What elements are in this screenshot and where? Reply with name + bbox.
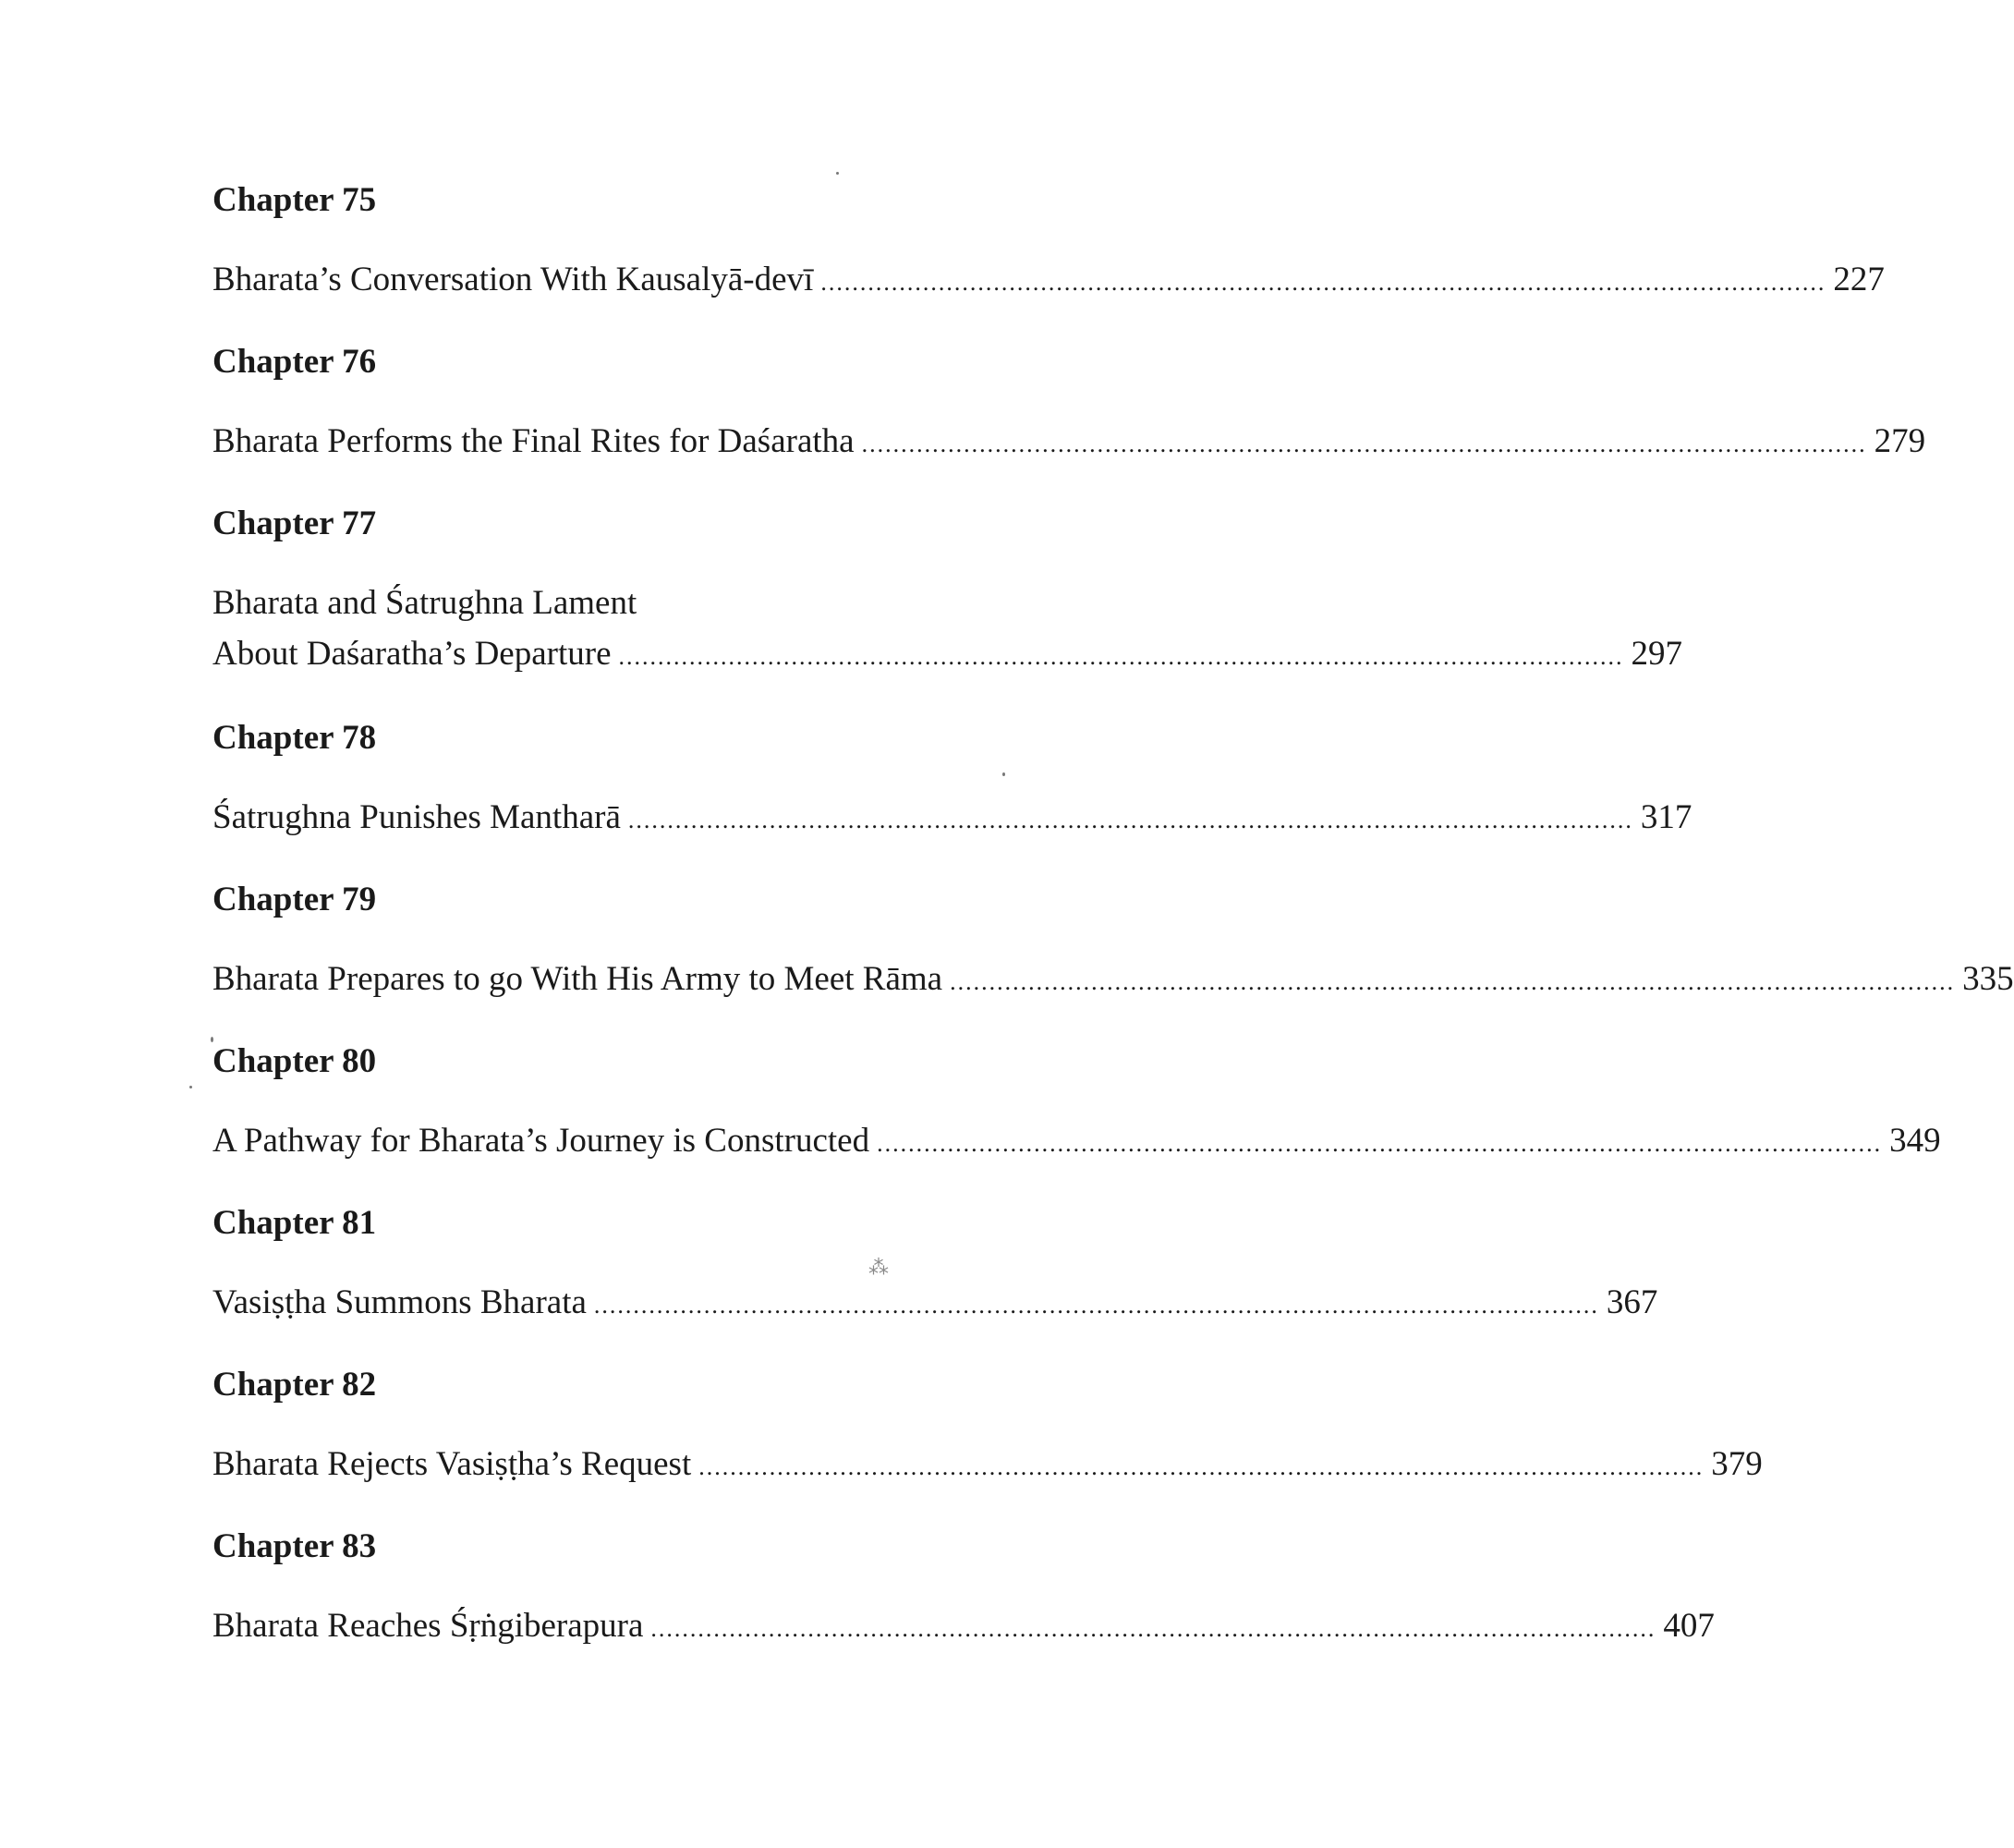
toc-entry[interactable] [212, 1121, 1941, 1164]
dot-leader: ................................................................................................................................ [650, 1615, 1656, 1642]
toc-entry[interactable] [212, 1606, 1715, 1649]
entry-title[interactable]: About Daśaratha’s Departure [212, 635, 612, 673]
entry-page-number: 227 [1833, 261, 1885, 298]
toc-chapter-79 [212, 880, 2014, 1041]
chapter-heading: Chapter 76 [212, 343, 377, 381]
entry-page-number: 279 [1874, 422, 1926, 460]
entry-page-number: 335 [1962, 960, 2014, 998]
toc-entry[interactable] [212, 797, 1692, 841]
toc-chapter-78 [212, 718, 1692, 880]
chapter-heading: Chapter 79 [212, 881, 377, 918]
toc-entry[interactable] [212, 959, 2014, 1003]
entry-title[interactable]: Śatrughna Punishes Mantharā [212, 798, 621, 836]
entry-page-number: 407 [1663, 1607, 1715, 1645]
scan-speck [836, 172, 839, 175]
toc-chapter-76 [212, 342, 1926, 504]
toc-chapter-81 [212, 1203, 1658, 1365]
entry-title-line-1[interactable]: Bharata and Śatrughna Lament [212, 584, 637, 622]
scan-speck [189, 1086, 192, 1088]
chapter-heading: Chapter 81 [212, 1204, 377, 1242]
dot-leader: ................................................................................................................................ [698, 1453, 1705, 1480]
dot-leader: ................................................................................................................................ [861, 431, 1867, 457]
toc-entry[interactable] [212, 1444, 1763, 1488]
chapter-heading: Chapter 77 [212, 505, 377, 542]
toc-entry[interactable] [212, 583, 1682, 677]
dot-leader: ................................................................................................................................ [950, 968, 1956, 995]
entry-title[interactable]: Vasiṣṭha Summons Bharata [212, 1283, 587, 1321]
chapter-heading: Chapter 80 [212, 1042, 377, 1080]
entry-title[interactable]: Bharata Prepares to go With His Army to Meet Rāma [212, 960, 943, 998]
entry-title[interactable]: Bharata Rejects Vasiṣṭha’s Request [212, 1445, 692, 1483]
entry-page-number: 297 [1631, 635, 1682, 673]
entry-title[interactable]: Bharata Reaches Śṛṅgiberapura [212, 1607, 644, 1645]
chapter-heading: Chapter 75 [212, 181, 377, 219]
chapter-heading: Chapter 83 [212, 1527, 377, 1565]
toc-entry[interactable] [212, 260, 1885, 303]
dot-leader: ................................................................................................................................ [877, 1130, 1883, 1157]
toc-entry[interactable] [212, 421, 1926, 465]
scan-smudge: ⁂ [868, 1257, 889, 1280]
entry-page-number: 317 [1640, 798, 1692, 836]
dot-leader: ................................................................................................................................ [627, 807, 1633, 833]
chapter-heading: Chapter 82 [212, 1366, 377, 1404]
entry-title[interactable]: Bharata’s Conversation With Kausalyā-devī [212, 261, 814, 298]
entry-title[interactable]: Bharata Performs the Final Rites for Daśaratha [212, 422, 855, 460]
entry-page-number: 367 [1606, 1283, 1658, 1321]
table-of-contents [212, 180, 2014, 1688]
dot-leader: ................................................................................................................................ [820, 269, 1826, 296]
toc-chapter-80 [212, 1041, 1941, 1203]
toc-chapter-77 [212, 504, 1682, 718]
toc-chapter-82 [212, 1365, 1763, 1526]
chapter-heading: Chapter 78 [212, 719, 377, 757]
dot-leader: ................................................................................................................................ [618, 643, 1624, 670]
entry-page-number: 379 [1711, 1445, 1763, 1483]
dot-leader: ................................................................................................................................ [593, 1292, 1599, 1319]
toc-chapter-75 [212, 180, 1885, 342]
toc-entry[interactable] [212, 1283, 1658, 1326]
entry-title[interactable]: A Pathway for Bharata’s Journey is Constructed [212, 1122, 870, 1160]
entry-page-number: 349 [1889, 1122, 1941, 1160]
toc-chapter-83 [212, 1526, 1715, 1688]
